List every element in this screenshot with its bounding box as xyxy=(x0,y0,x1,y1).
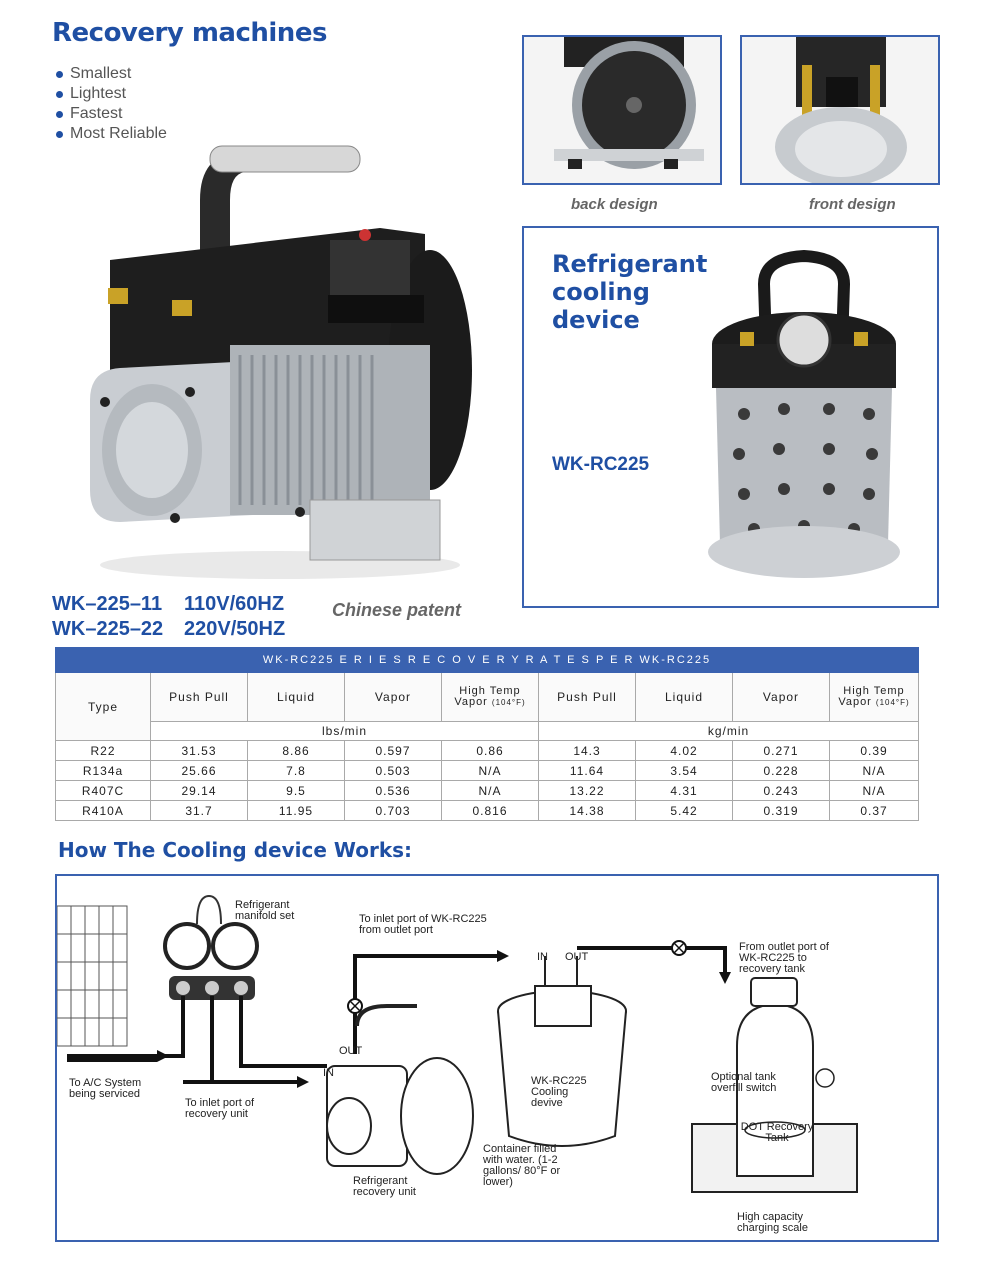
overfill-switch-label: Optional tank overfill switch xyxy=(711,1071,777,1094)
table-column-headers xyxy=(56,673,919,722)
page-title: Recovery machines xyxy=(52,18,327,48)
inlet-recovery-label: To inlet port of recovery unit xyxy=(185,1097,255,1120)
back-design-caption: back design xyxy=(571,196,658,213)
scale-label: High capacity charging scale xyxy=(737,1211,808,1234)
front-design-photo xyxy=(740,35,940,185)
bullet-icon xyxy=(56,131,63,138)
column-header: High Temp Vapor (104°F) xyxy=(830,673,919,722)
in-label: IN xyxy=(537,951,548,963)
table-units-row xyxy=(56,722,919,741)
feature-item: Smallest xyxy=(56,64,167,84)
model-line: WK–225–11 110V/60HZ xyxy=(52,593,285,615)
feature-list xyxy=(56,64,167,144)
column-header: Push Pull xyxy=(539,673,636,722)
dot-tank-label: DOT Recovery Tank xyxy=(740,1121,814,1144)
column-header: Vapor xyxy=(345,673,442,722)
how-it-works-diagram xyxy=(55,874,939,1242)
front-design-caption: front design xyxy=(809,196,896,213)
cooling-device-title: Refrigerant cooling device xyxy=(552,250,708,334)
bullet-icon xyxy=(56,111,63,118)
from-outlet-label: From outlet port of WK-RC225 to recovery tank xyxy=(739,941,829,975)
type-header: Type xyxy=(56,673,151,741)
column-header: High Temp Vapor (104°F) xyxy=(442,673,539,722)
unit-kg: kg/min xyxy=(539,722,919,741)
table-row: R22 31.53 8.86 0.597 0.86 14.3 4.02 0.271 0.39 xyxy=(56,741,919,761)
table-row: R134a 25.66 7.8 0.503 N/A 11.64 3.54 0.228 N/A xyxy=(56,761,919,781)
to-inlet-rc-label: To inlet port of WK-RC225 from outlet port xyxy=(359,913,487,936)
feature-item: Lightest xyxy=(56,84,167,104)
ac-system-label: To A/C System being serviced xyxy=(69,1077,142,1100)
recovery-machine-image xyxy=(80,140,480,590)
feature-item: Fastest xyxy=(56,104,167,124)
bullet-icon xyxy=(56,91,63,98)
recovery-in-label: IN xyxy=(323,1067,334,1079)
feature-item: Most Reliable xyxy=(56,124,167,144)
table-row: R410A 31.7 11.95 0.703 0.816 14.38 5.42 0.319 0.37 xyxy=(56,801,919,821)
table-row: R407C 29.14 9.5 0.536 N/A 13.22 4.31 0.243 N/A xyxy=(56,781,919,801)
column-header: Push Pull xyxy=(151,673,248,722)
model-list xyxy=(52,592,285,642)
cooling-device-image xyxy=(704,244,904,588)
out-label: OUT xyxy=(565,951,589,963)
column-header: Liquid xyxy=(636,673,733,722)
recovery-rates-table xyxy=(55,647,919,821)
cooling-device-label: WK-RC225 Cooling devive xyxy=(531,1075,587,1109)
back-design-photo xyxy=(522,35,722,185)
cooling-device-model: WK-RC225 xyxy=(552,454,650,475)
cooling-device-panel xyxy=(522,226,939,608)
model-line: WK–225–22 220V/50HZ xyxy=(52,618,286,640)
how-it-works-title: How The Cooling device Works: xyxy=(58,838,413,862)
manifold-label: Refrigerant manifold set xyxy=(235,899,295,922)
bullet-icon xyxy=(56,71,63,78)
unit-lbs: lbs/min xyxy=(151,722,539,741)
column-header: Vapor xyxy=(733,673,830,722)
patent-label: Chinese patent xyxy=(332,600,462,620)
column-header: Liquid xyxy=(248,673,345,722)
table-header: WK-RC225 E R I E S R E C O V E R Y R A T E S P E R WK-RC225 xyxy=(56,648,919,673)
container-label: Container filled with water. (1-2 gallons/ 80°F or lower) xyxy=(483,1143,561,1188)
recovery-out-label: OUT xyxy=(339,1045,363,1057)
recovery-unit-label: Refrigerant recovery unit xyxy=(353,1175,416,1198)
